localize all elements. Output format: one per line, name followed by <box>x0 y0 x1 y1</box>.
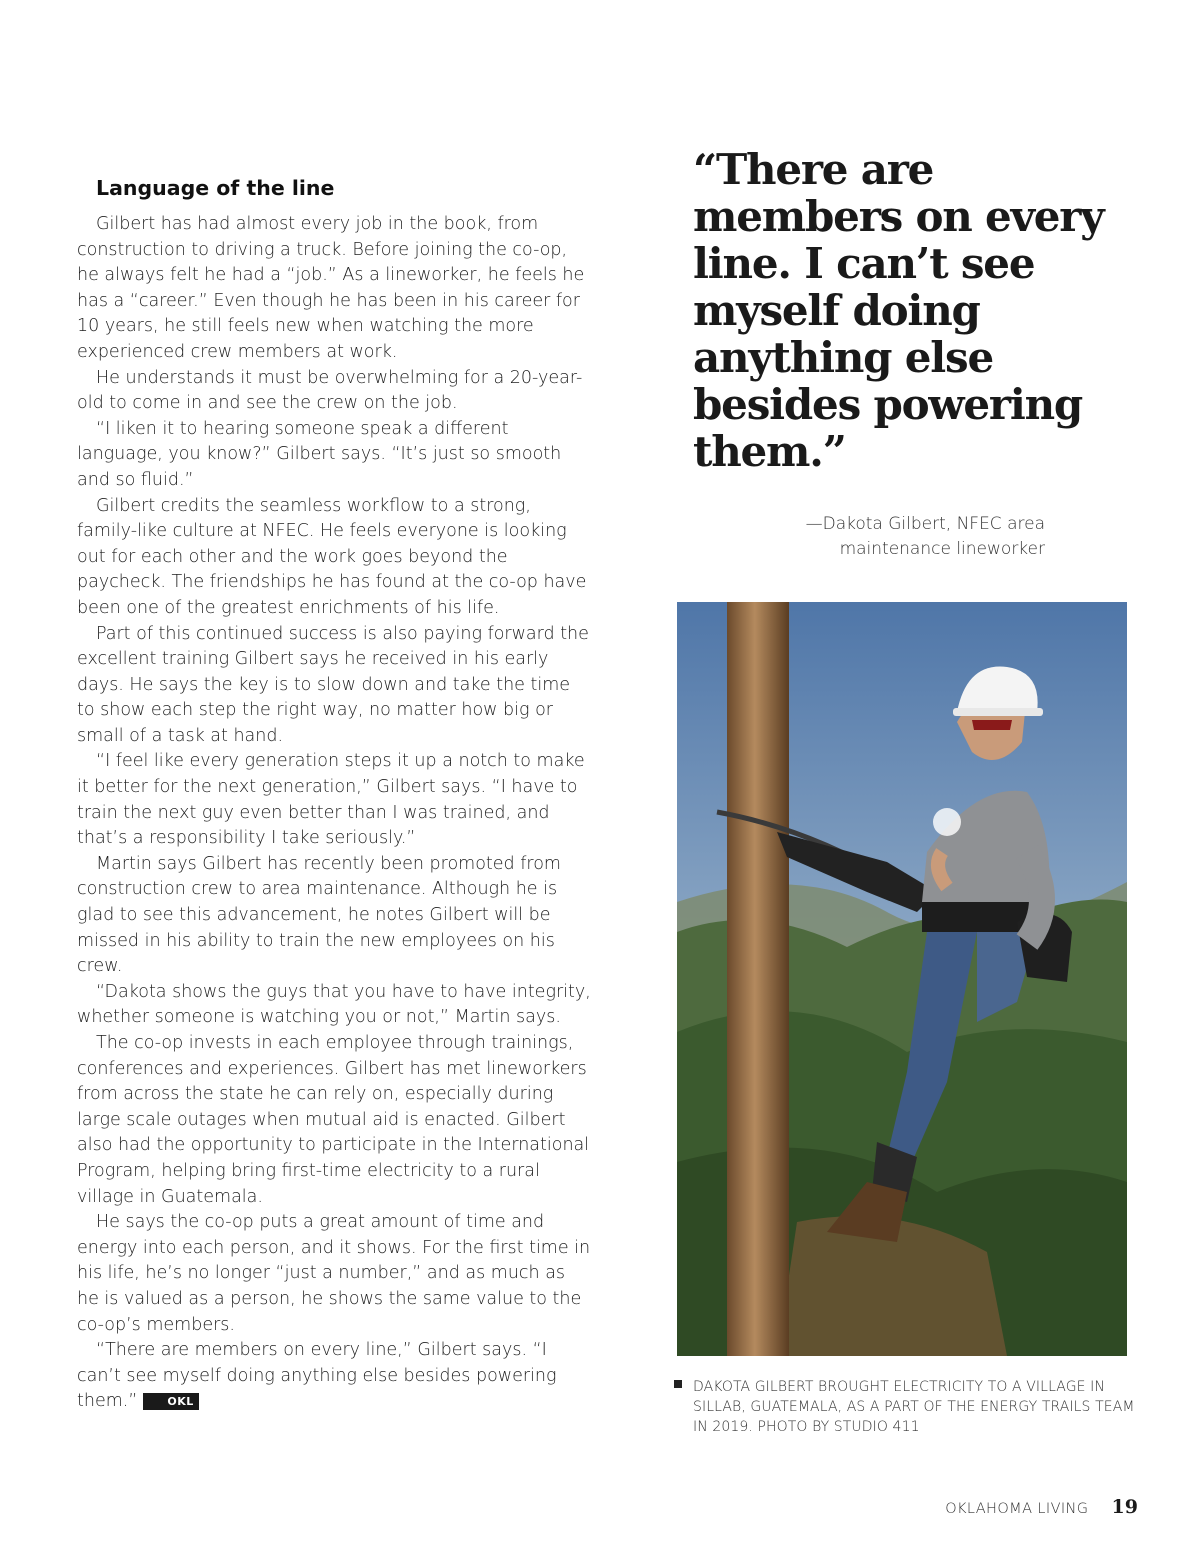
body-paragraph: “Dakota shows the guys that you have to have integrity, whether someone is watching you or not,” Martin says. <box>77 981 591 1028</box>
body-paragraph: Part of this continued success is also paying forward the excellent training Gilbert says he received in his early days. He says the key is to slow down and take the time to show each step the right way, no matter how big or small of a task at hand. <box>77 623 589 746</box>
photo-caption <box>674 1377 1144 1437</box>
attribution-line: maintenance lineworker <box>839 539 1045 559</box>
caption-bullet-icon <box>674 1380 682 1388</box>
section-heading: Language of the line <box>96 176 335 200</box>
article-column <box>77 170 592 1415</box>
body-paragraph: Martin says Gilbert has recently been promoted from construction crew to area maintenance. Although he is glad to see this advancement, he notes Gilbert will be missed in his ability to train the new employees on his crew. <box>77 853 561 977</box>
publication-name: OKLAHOMA LIVING <box>945 1501 1089 1517</box>
pull-quote: “There are members on every line. I can’t see myself doing anything else besides powering them.” <box>693 145 1104 476</box>
attribution-line: —Dakota Gilbert, NFEC area <box>805 514 1045 534</box>
photo-illustration <box>677 602 1127 1356</box>
body-paragraph: He understands it must be overwhelming for a 20-year-old to come in and see the crew on the job. <box>77 367 583 414</box>
body-paragraph: “I feel like every generation steps it up a notch to make it better for the next generation,” Gilbert says. “I have to train the next guy even better than I was trained, and that’s a responsibility I take seriously.” <box>77 751 585 849</box>
caption-text: DAKOTA GILBERT BROUGHT ELECTRICITY TO A VILLAGE IN SILLAB, GUATEMALA, AS A PART OF THE ENERGY TRAILS TEAM IN 2019. PHOTO BY STUDIO 411 <box>693 1379 1135 1435</box>
quote-attribution <box>645 512 1045 562</box>
page-footer <box>945 1496 1138 1518</box>
body-paragraph-final <box>77 1338 592 1415</box>
body-paragraph: “I liken it to hearing someone speak a different language, you know?” Gilbert says. “It’s just so smooth and so fluid.” <box>77 418 562 490</box>
article-body <box>77 212 592 1415</box>
body-paragraph: Gilbert has had almost every job in the book, from construction to driving a truck. Before joining the co-op, he always felt he had a “job.” As a lineworker, he feels he has a “career.” Even though he has been in his career for 10 years, he still feels new when watching the more experienced crew members at work. <box>77 214 585 362</box>
body-paragraph: The co-op invests in each employee through trainings, conferences and experiences. Gilbert has met lineworkers from across the state he can rely on, especially during large scale outages when mutual aid is enacted. Gilbert also had the opportunity to participate in the International Program, helping bring first-time electricity to a rural village in Guatemala. <box>77 1033 590 1207</box>
final-paragraph-text: “There are members on every line,” Gilbert says. “I can’t see myself doing anything else besides powering them.” <box>77 1340 557 1412</box>
body-paragraph: He says the co-op puts a great amount of time and energy into each person, and it shows. For the first time in his life, he’s no longer “just a number,” and as much as he is valued as a person, he shows the same value to the co-op’s members. <box>77 1212 591 1335</box>
end-of-story-badge: OKL <box>143 1393 198 1410</box>
lineworker-photo <box>677 602 1127 1356</box>
body-paragraph: Gilbert credits the seamless workflow to a strong, family-like culture at NFEC. He feels everyone is looking out for each other and the work goes beyond the paycheck. The friendships he has found at the co-op have been one of the greatest enrichments of his life. <box>77 495 587 618</box>
page-number: 19 <box>1111 1496 1138 1518</box>
